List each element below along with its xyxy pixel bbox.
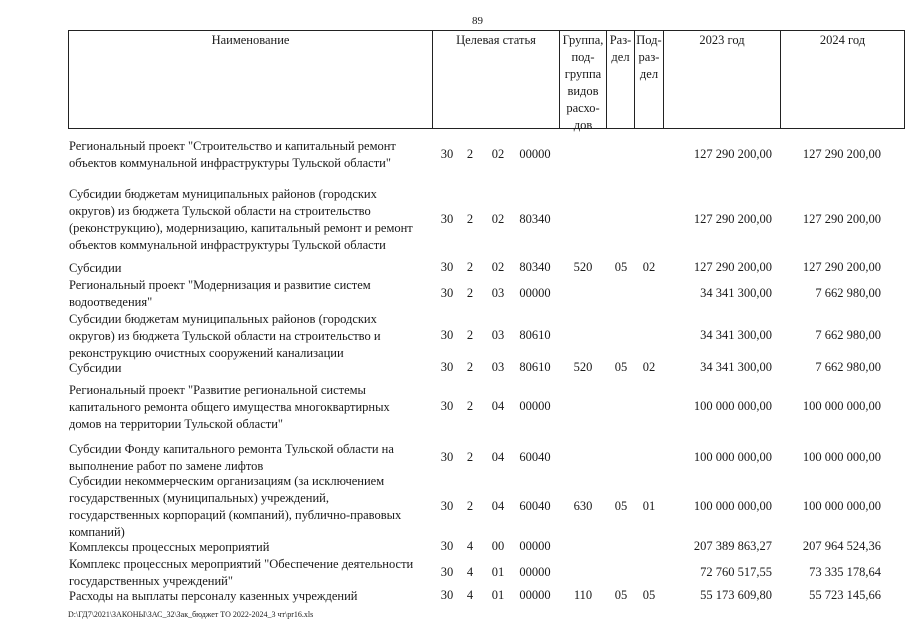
- row-name: [69, 382, 429, 433]
- row-c1: 30: [440, 328, 454, 342]
- row-c3: 01: [491, 565, 505, 579]
- row-c4: 00000: [519, 286, 551, 300]
- row-name: [69, 360, 429, 377]
- row-grp: 630: [573, 499, 593, 513]
- row-c2: 2: [466, 260, 474, 274]
- row-name-line: округов) из бюджета Тульской области на строительство и: [69, 329, 381, 343]
- row-value-2024: 127 290 200,00: [802, 212, 881, 226]
- row-value-2023: 34 341 300,00: [700, 286, 772, 300]
- row-c3: 02: [491, 147, 505, 161]
- row-c3: 04: [491, 399, 505, 413]
- row-name-line: Субсидии Фонду капитального ремонта Тульской области на: [69, 442, 394, 456]
- page-number: 89: [472, 15, 483, 27]
- row-value-2024: 127 290 200,00: [802, 147, 881, 161]
- row-c4: 00000: [519, 539, 551, 553]
- header-year-2024: 2024 год: [819, 33, 866, 47]
- row-name: [69, 311, 429, 362]
- row-name-line: государственных корпораций (компаний), публично-правовых: [69, 508, 402, 522]
- row-c1: 30: [440, 450, 454, 464]
- row-c2: 2: [466, 499, 474, 513]
- row-name-line: водоотведения": [69, 295, 153, 309]
- row-name-line: Расходы на выплаты персоналу казенных учреждений: [69, 589, 358, 603]
- row-value-2023: 55 173 609,80: [700, 588, 772, 602]
- row-name-line: реконструкцию очистных сооружений канализации: [69, 346, 344, 360]
- row-value-2024: 100 000 000,00: [802, 399, 881, 413]
- row-c4: 80610: [519, 328, 551, 342]
- row-c2: 2: [466, 328, 474, 342]
- file-path-footer: D:\ГД7\2021\ЗАКОНЫ\ЗАС_32\Зак_бюджет ТО 2022-2024_3 чт\pr16.xls: [68, 610, 314, 619]
- row-c2: 4: [466, 565, 474, 579]
- row-value-2024: 7 662 980,00: [815, 328, 881, 342]
- header-target-article: Целевая статья: [456, 33, 536, 47]
- row-rz: 05: [614, 588, 628, 602]
- row-name: [69, 277, 429, 311]
- row-name-line: государственных учреждений": [69, 574, 233, 588]
- row-c4: 80340: [519, 260, 551, 274]
- header-name: Наименование: [211, 33, 290, 47]
- row-name-line: (реконструкцию), модернизацию, капитальный ремонт и ремонт: [69, 221, 413, 235]
- row-c1: 30: [440, 399, 454, 413]
- row-c1: 30: [440, 539, 454, 553]
- row-name-line: Субсидии бюджетам муниципальных районов (городских: [69, 187, 377, 201]
- row-c1: 30: [440, 286, 454, 300]
- row-c2: 2: [466, 212, 474, 226]
- row-rz: 05: [614, 499, 628, 513]
- row-c4: 80340: [519, 212, 551, 226]
- row-value-2023: 100 000 000,00: [693, 499, 772, 513]
- row-name-line: государственных (муниципальных) учреждений,: [69, 491, 329, 505]
- row-c1: 30: [440, 499, 454, 513]
- row-value-2023: 127 290 200,00: [693, 147, 772, 161]
- row-value-2023: 34 341 300,00: [700, 328, 772, 342]
- row-value-2024: 73 335 178,64: [809, 565, 881, 579]
- row-value-2024: 207 964 524,36: [802, 539, 881, 553]
- row-name-line: Субсидии бюджетам муниципальных районов (городских: [69, 312, 377, 326]
- row-value-2023: 100 000 000,00: [693, 399, 772, 413]
- row-c1: 30: [440, 260, 454, 274]
- row-grp: 520: [573, 360, 593, 374]
- row-name-line: Региональный проект "Развитие региональной системы: [69, 383, 366, 397]
- row-c3: 02: [491, 212, 505, 226]
- row-rz: 05: [614, 260, 628, 274]
- row-value-2024: 100 000 000,00: [802, 450, 881, 464]
- row-name-line: объектов коммунальной инфраструктуры Тульской области": [69, 156, 391, 170]
- row-name: [69, 539, 429, 556]
- row-name-line: Субсидии: [69, 361, 122, 375]
- row-name: [69, 588, 429, 605]
- row-pr: 01: [642, 499, 656, 513]
- row-name-line: объектов коммунальной инфраструктуры Тульской области: [69, 238, 386, 252]
- row-c1: 30: [440, 565, 454, 579]
- header-group: Группа, под- группа видов расхо- дов: [562, 33, 604, 132]
- row-name: [69, 441, 429, 475]
- row-rz: 05: [614, 360, 628, 374]
- header-section: Раз- дел: [609, 33, 632, 64]
- row-c2: 2: [466, 147, 474, 161]
- row-name: [69, 260, 429, 277]
- row-c3: 03: [491, 360, 505, 374]
- row-name-line: Субсидии некоммерческим организациям (за исключением: [69, 474, 385, 488]
- row-c2: 4: [466, 539, 474, 553]
- row-c3: 02: [491, 260, 505, 274]
- row-c3: 04: [491, 499, 505, 513]
- row-c3: 01: [491, 588, 505, 602]
- row-value-2024: 55 723 145,66: [809, 588, 881, 602]
- row-name-line: Региональный проект "Модернизация и развитие систем: [69, 278, 371, 292]
- row-name: [69, 556, 429, 590]
- row-c3: 03: [491, 286, 505, 300]
- row-value-2023: 127 290 200,00: [693, 260, 772, 274]
- row-name-line: домов на территории Тульской области": [69, 417, 284, 431]
- row-pr: 02: [642, 360, 656, 374]
- row-c4: 00000: [519, 565, 551, 579]
- row-name-line: Региональный проект "Строительство и капитальный ремонт: [69, 139, 396, 153]
- row-c4: 00000: [519, 588, 551, 602]
- row-c4: 80610: [519, 360, 551, 374]
- row-grp: 520: [573, 260, 593, 274]
- row-c2: 2: [466, 399, 474, 413]
- row-value-2024: 100 000 000,00: [802, 499, 881, 513]
- row-value-2024: 127 290 200,00: [802, 260, 881, 274]
- row-name-line: Комплекс процессных мероприятий "Обеспечение деятельности: [69, 557, 414, 571]
- row-value-2023: 100 000 000,00: [693, 450, 772, 464]
- row-value-2023: 72 760 517,55: [700, 565, 772, 579]
- row-c2: 4: [466, 588, 474, 602]
- row-value-2023: 207 389 863,27: [693, 539, 772, 553]
- header-year-2023: 2023 год: [699, 33, 745, 47]
- row-c2: 2: [466, 286, 474, 300]
- row-c4: 00000: [519, 399, 551, 413]
- row-c2: 2: [466, 360, 474, 374]
- row-name-line: компаний): [69, 525, 125, 539]
- row-name-line: округов) из бюджета Тульской области на строительство: [69, 204, 371, 218]
- row-c1: 30: [440, 360, 454, 374]
- row-c2: 2: [466, 450, 474, 464]
- row-c4: 00000: [519, 147, 551, 161]
- row-c1: 30: [440, 588, 454, 602]
- row-name-line: Комплексы процессных мероприятий: [69, 540, 270, 554]
- row-value-2024: 7 662 980,00: [815, 360, 881, 374]
- row-name: [69, 186, 429, 254]
- header-subsection: Под- раз- дел: [636, 33, 662, 81]
- row-name-line: выполнение работ по замене лифтов: [69, 459, 264, 473]
- row-name-line: капитального ремонта общего имущества многоквартирных: [69, 400, 390, 414]
- row-c3: 03: [491, 328, 505, 342]
- row-value-2023: 127 290 200,00: [693, 212, 772, 226]
- row-pr: 02: [642, 260, 656, 274]
- row-value-2023: 34 341 300,00: [700, 360, 772, 374]
- row-name: [69, 138, 429, 172]
- row-c3: 04: [491, 450, 505, 464]
- row-pr: 05: [642, 588, 656, 602]
- row-c4: 60040: [519, 499, 551, 513]
- row-value-2024: 7 662 980,00: [815, 286, 881, 300]
- row-grp: 110: [573, 588, 593, 602]
- row-c1: 30: [440, 147, 454, 161]
- row-c1: 30: [440, 212, 454, 226]
- row-c4: 60040: [519, 450, 551, 464]
- row-name: [69, 473, 429, 541]
- row-name-line: Субсидии: [69, 261, 122, 275]
- row-c3: 00: [491, 539, 505, 553]
